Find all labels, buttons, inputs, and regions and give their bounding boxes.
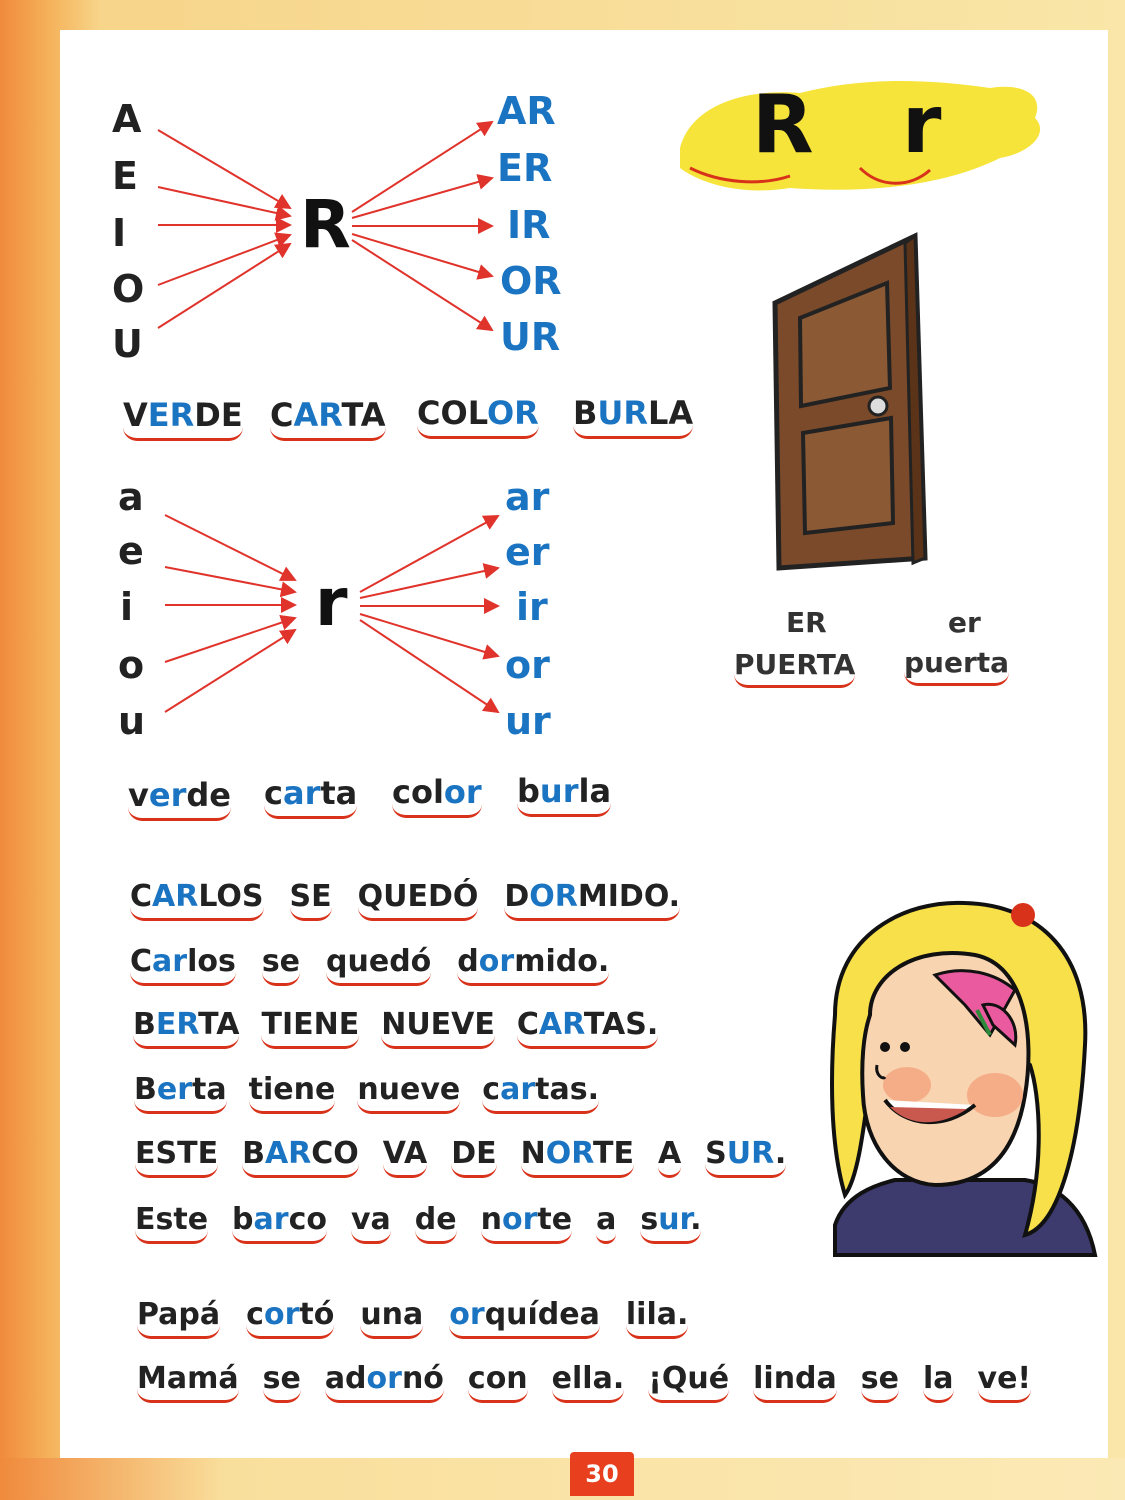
sentence-line [137, 1362, 1031, 1395]
sentence-word: orquídea [449, 1297, 600, 1339]
sentence-line [130, 945, 609, 978]
vowel-upper: I [112, 211, 127, 255]
sentence-word: BERTA [133, 1007, 239, 1049]
upper-arrows [158, 122, 492, 330]
title-letter-upper: R [752, 78, 814, 171]
sentence-word: a [596, 1202, 616, 1244]
syllable-lower: or [505, 643, 550, 687]
sentence-word: la [923, 1361, 954, 1403]
word-lower: color [392, 775, 482, 810]
syllable-upper: IR [507, 203, 551, 247]
sentence-word: nueve [357, 1072, 460, 1114]
word-lower: carta [264, 776, 357, 811]
vowel-upper: U [112, 322, 143, 366]
sentence-word: NORTE [521, 1136, 634, 1178]
sentence-word: SUR. [705, 1136, 786, 1178]
page-bottom-band [0, 1458, 1125, 1500]
sentence-line [135, 1203, 701, 1236]
syllable-upper: OR [500, 259, 562, 303]
sentence-word: A [658, 1136, 681, 1178]
vowel-lower: i [120, 585, 134, 629]
sentence-word: ESTE [135, 1136, 218, 1178]
sentence-word: se [861, 1361, 899, 1403]
sentence-word: NUEVE [381, 1007, 495, 1049]
sentence-word: Papá [137, 1297, 220, 1339]
sentence-word: BARCO [242, 1136, 359, 1178]
sentence-word: ve! [978, 1361, 1032, 1403]
consonant-upper: R [300, 186, 351, 263]
sentence-word: linda [753, 1361, 837, 1403]
sentence-word: Mamá [137, 1361, 239, 1403]
sentence-word: dormido. [457, 944, 609, 986]
sentence-word: TIENE [261, 1007, 359, 1049]
page-number: 30 [570, 1452, 634, 1496]
sentence-word: sur. [640, 1202, 701, 1244]
sentence-word: cartas. [482, 1072, 599, 1114]
sentence-word: Berta [134, 1072, 227, 1114]
word-upper: VERDE [123, 398, 243, 433]
sentence-word: una [360, 1297, 423, 1339]
sentence-word: va [351, 1202, 391, 1244]
syllable-upper: AR [497, 89, 556, 133]
door-caption-word-lower: puerta [904, 646, 1009, 679]
sentence-word: cortó [246, 1297, 334, 1339]
sentence-word: VA [383, 1136, 427, 1178]
syllable-lower: ir [516, 585, 548, 629]
vowel-lower: e [118, 529, 144, 573]
sentence-word: ella. [552, 1361, 625, 1403]
sentence-word: Este [135, 1202, 208, 1244]
sentence-word: ¡Qué [648, 1361, 729, 1403]
sentence-word: se [262, 944, 300, 986]
vowel-upper: O [112, 267, 145, 311]
door-caption-syllable-upper: ER [786, 606, 827, 639]
word-upper: COLOR [417, 396, 539, 431]
vowel-lower: o [118, 643, 145, 687]
sentence-word: de [415, 1202, 457, 1244]
consonant-lower: r [315, 564, 348, 641]
door-caption-syllable-lower: er [948, 606, 981, 639]
sentence-line [137, 1298, 688, 1331]
sentence-word: adornó [325, 1361, 444, 1403]
sentence-line [135, 1137, 786, 1170]
word-lower: burla [517, 774, 611, 809]
syllable-lower: er [505, 530, 550, 574]
syllable-upper: UR [500, 315, 561, 359]
word-lower: verde [128, 778, 231, 813]
sentence-word: CARTAS. [517, 1007, 658, 1049]
sentence-word: Carlos [130, 944, 236, 986]
sentence-line [130, 880, 680, 913]
sentence-word: tiene [249, 1072, 336, 1114]
vowel-lower: a [118, 475, 144, 519]
word-upper: CARTA [270, 398, 386, 433]
syllable-upper: ER [497, 146, 553, 190]
sentence-word: lila. [626, 1297, 689, 1339]
sentence-line [134, 1073, 599, 1106]
syllable-lower: ar [505, 475, 550, 519]
door-illustration [765, 228, 935, 588]
sentence-word: se [263, 1361, 301, 1403]
title-letter-lower: r [902, 78, 942, 171]
sentence-word: DE [451, 1136, 496, 1178]
sentence-word: con [468, 1361, 528, 1403]
sentence-word: CARLOS [130, 879, 264, 921]
sentence-word: norte [481, 1202, 572, 1244]
vowel-upper: E [112, 154, 138, 198]
word-upper: BURLA [573, 396, 693, 431]
vowel-lower: u [118, 699, 146, 743]
sentence-word: SE [290, 879, 332, 921]
sentence-word: quedó [326, 944, 431, 986]
sentence-word: QUEDÓ [358, 879, 479, 921]
sentence-word: barco [232, 1202, 327, 1244]
vowel-upper: A [112, 97, 142, 141]
syllable-lower: ur [505, 699, 551, 743]
sentence-line [133, 1008, 658, 1041]
sentence-word: DORMIDO. [504, 879, 680, 921]
door-caption-word-upper: PUERTA [734, 648, 855, 681]
girl-illustration [815, 895, 1105, 1270]
